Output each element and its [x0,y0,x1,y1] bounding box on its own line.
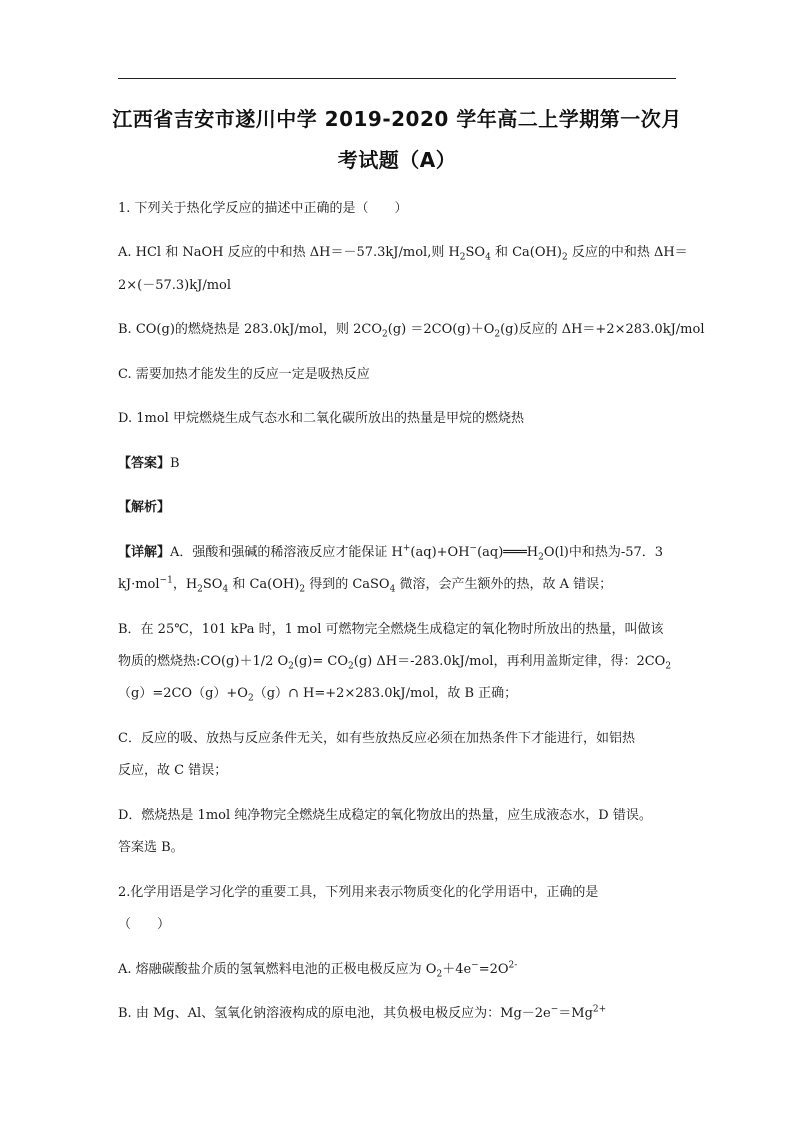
document-title-line-2: 考试题（A） [337,148,457,172]
question-1-option-a-line-1: A. HCl 和 NaOH 反应的中和热 ΔH＝－57.3kJ/mol,则 $H_2SO_4$ 和 $Ca(OH)_2$ 反应的中和热 ΔH＝ [118,245,688,263]
detail-c-line-2: 反应，故 C 错误； [118,763,228,778]
detail-a-line-2: kJ·mol$^{-1}$，$H_2SO_4$ 和 $Ca(OH)_2$ 得到的 CaSO$_4$ 微溶，会产生额外的热，故 A 错误； [118,575,613,595]
answer-label: 【答案】 [118,456,171,471]
detail-b-line-1: B．在 25℃，101 kPa 时，1 mol 可燃物完全燃烧生成稳定的氧化物时所放出的热量，叫做该 [118,622,664,637]
question-1-stem: 1. 下列关于热化学反应的描述中正确的是（ ） [118,201,408,216]
detail-d-line-1: D．燃烧热是 1mol 纯净物完全燃烧生成稳定的氧化物放出的热量，应生成液态水，D 错误。 [118,808,652,823]
question-1-option-b: B. CO(g)的燃烧热是 283.0kJ/mol，则 $2CO_2(g) =2CO(g)+O_2(g)$反应的 ΔH＝+2×283.0kJ/mol [118,322,705,340]
answer-line [118,456,180,472]
document-title-line-1: 江西省吉安市遂川中学 2019-2020 学年高二上学期第一次月 [112,107,682,131]
detail-b-line-2: 物质的燃烧热:CO(g)＋1/2 $O_2(g)= CO_2(g)$ ΔH＝-283.0kJ/mol，再利用盖斯定律，得：$2CO_2$ [118,654,672,672]
detail-c-line-1: C．反应的吸、放热与反应条件无关，如有些放热反应必须在加热条件下才能进行，如铝热 [118,731,635,746]
answer-value: B [170,456,180,471]
question-2-option-b: B. 由 Mg、Al、氢氧化钠溶液构成的原电池，其负极电极反应为：$Mg-2e^-=Mg^{2+}$ [118,1004,607,1021]
question-1-option-d: D. 1mol 甲烷燃烧生成气态水和二氧化碳所放出的热量是甲烷的燃烧热 [118,411,524,426]
question-1-option-c: C. 需要加热才能发生的反应一定是吸热反应 [118,367,370,382]
question-2-option-a: A. 熔融碳酸盐介质的氢氧燃料电池的正极电极反应为 $O_2+4e^-=2O^{2-}$ [118,960,518,980]
detail-label: 【详解】 [118,545,171,560]
question-2-stem-line-1: 2.化学用语是学习化学的重要工具，下列用来表示物质变化的化学用语中，正确的是 [118,885,599,900]
header-rule [118,78,676,79]
detail-b-line-3: $(g)=2CO(g)+O_2(g)\cap$ H=+2×283.0kJ/mol，故 B 正确； [118,686,518,704]
question-1-option-a-line-2: 2×(－57.3)kJ/mol [118,278,232,293]
question-2-stem-line-2: （ ） [118,917,171,932]
analysis-label: 【解析】 [118,500,171,515]
detail-d-line-2: 答案选 B。 [118,840,184,855]
detail-a-line-1: 【详解】A．强酸和强碱的稀溶液反应才能保证 $H^+(aq)+OH^-(aq)═══H_2O(l)$中和热为-57．3 [118,543,664,563]
